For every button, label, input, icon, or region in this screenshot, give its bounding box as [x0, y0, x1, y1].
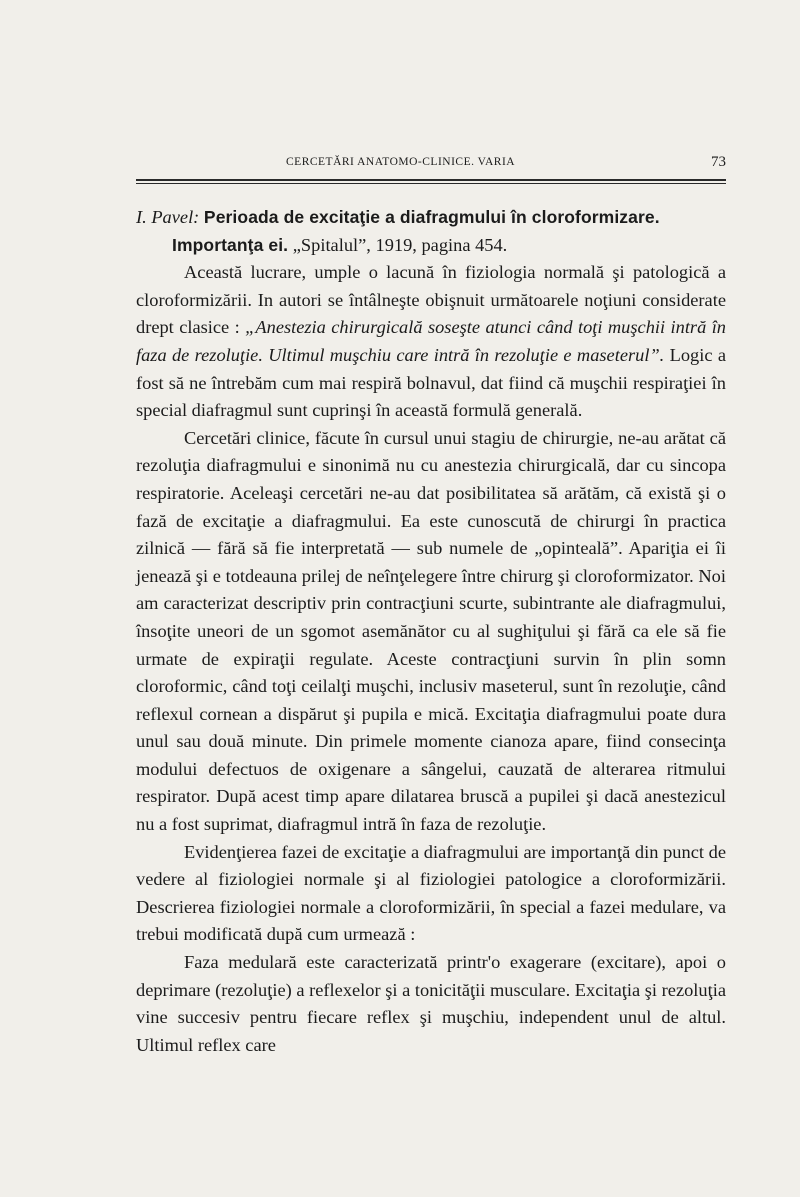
- page-header: [136, 156, 726, 176]
- header-rule-thin: [136, 183, 726, 184]
- paragraph-1-quote: „Anestezia chirurgicală soseşte atunci când toţi muşchii intră în faza de rezoluţie. Ultimul muşchiu care intră în rezoluţie e maseterul”.: [136, 317, 726, 365]
- running-head: CERCETĂRI ANATOMO-CLINICE. VARIA: [286, 156, 516, 168]
- body-text: [136, 204, 726, 1059]
- paragraph-4: Faza medulară este caracterizată printr'o exagerare (excitare), apoi o deprimare (rezoluţie) a reflexelor şi a tonicităţii musculare. Excitaţia şi rezoluţia vine succesiv pentru fiecare reflex şi muşchiu, independent unul de altul. Ultimul reflex care: [136, 952, 726, 1055]
- paragraph-2: Cercetări clinice, făcute în cursul unui stagiu de chirurgie, ne-au arătat că rezoluţia diafragmului e sinonimă nu cu anestezia chirurgicală, dar cu sincopa respiratorie. Aceleaşi cercetări ne-au dat posibilitatea să arătăm, că există şi o fază de excitaţie a diafragmului. Ea este cunoscută de chirurgi în practica zilnică — fără să fie interpretată — sub numele de „opinteală”. Apariţia ei îi jenează şi e totdeauna prilej de neînţelegere între chirurg şi cloroformizator. Noi am caracterizat descriptiv prin contracţiuni scurte, subintrante ale diafragmului, însoţite uneori de un sgomot asemănător cu al sughiţului şi fără ca ele să fie urmate de expiraţii regulate. Aceste contracţiuni survin în plin somn cloroformic, când toţi ceilalţi muşchi, inclusiv maseterul, sunt în rezoluţie, când reflexul cornean a dispărut şi pupila e mică. Excitaţia diafragmului poate dura unul sau două minute. Din primele momente cianoza apare, fiind consecinţa modului defectuos de oxigenare a sângelui, cauzată de alterarea ritmului respirator. După acest timp apare dilatarea bruscă a pupilei şi dacă anestezicul nu a fost suprimat, diafragmul intră în faza de rezoluţie.: [136, 427, 726, 835]
- paragraph-1-text-b: Logic a fost să ne întrebăm cum mai respiră bolnavul, dat fiind că muşchii respiraţiei în special diafragmul sunt cuprinşi în această formulă generală.: [136, 344, 726, 421]
- reference-source: „Spitalul”, 1919, pagina 454.: [288, 234, 508, 255]
- reference-title-2: Importanţa ei.: [172, 234, 289, 255]
- reference-line-2: [136, 232, 726, 260]
- header-rule-thick: [136, 179, 726, 181]
- paragraph-1: [136, 259, 726, 425]
- reference-line-1: [136, 204, 726, 232]
- paragraph-1-text-a: Această lucrare, umple o lacună în fiziologia normală şi patologică a cloroformizării. In autori se întâlneşte obişnuit următoarele noţiuni considerate drept clasice :: [136, 262, 726, 338]
- reference-title-1: Perioada de excitaţie a diafragmului în cloroformizare.: [203, 207, 660, 227]
- page-number: 73: [711, 154, 726, 170]
- reference-author: I. Pavel:: [136, 207, 200, 227]
- paragraph-3: Evidenţierea fazei de excitaţie a diafragmului are importanţă din punct de vedere al fiziologiei normale şi al fiziologiei patologice a cloroformizării. Descrierea fiziologiei normale a cloroformizării, în special a fazei medulare, va trebui modificată după cum urmează :: [136, 841, 726, 945]
